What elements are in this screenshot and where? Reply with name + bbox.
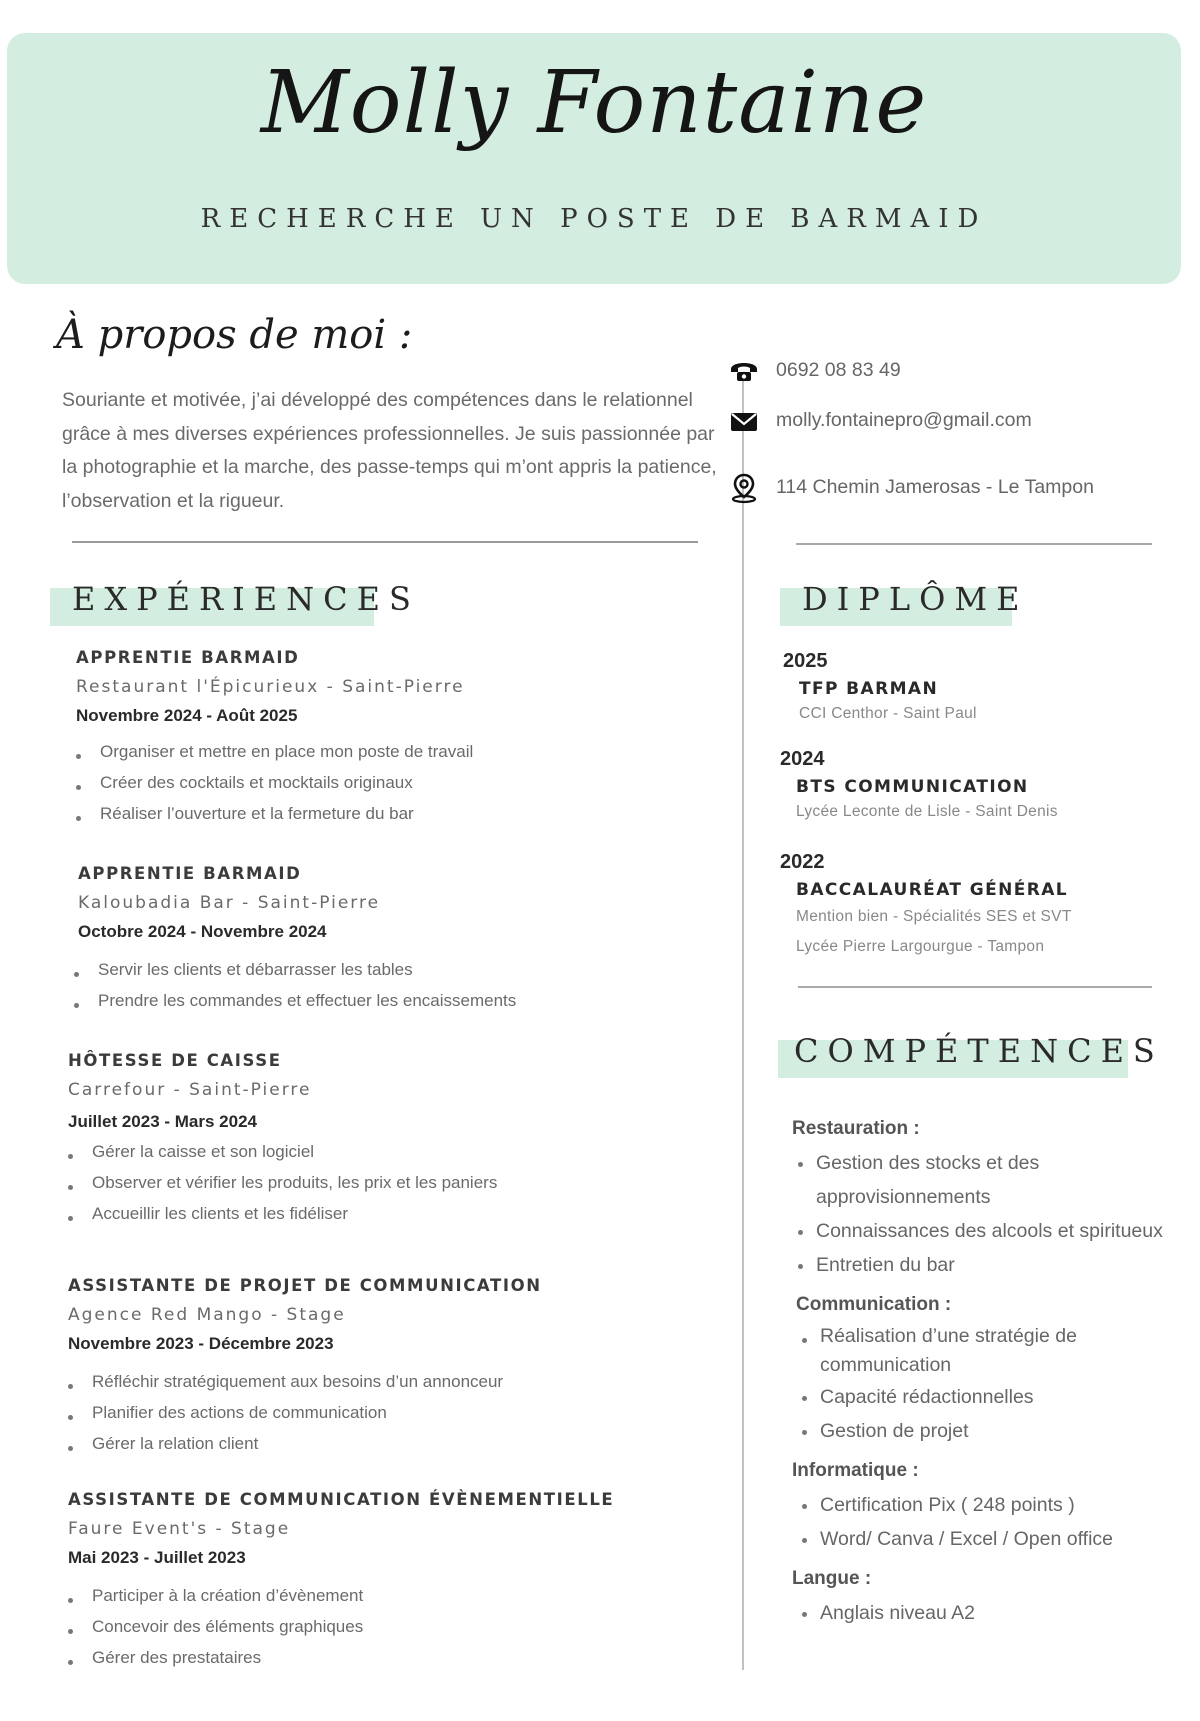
list-item: Connaissances des alcools et spiritueux (792, 1214, 1192, 1248)
skill-category: Langue : (792, 1568, 872, 1589)
diploma-item (780, 851, 1072, 956)
list-item: Prendre les commandes et effectuer les encaissements (72, 985, 516, 1016)
experience-item (66, 864, 516, 1016)
skill-items (792, 1596, 1192, 1630)
company: Restaurant l'Épicurieux - Saint-Pierre (76, 677, 465, 697)
diploma-school: Lycée Pierre Largourgue - Tampon (796, 938, 1045, 955)
column-divider (742, 375, 744, 1670)
dates: Mai 2023 - Juillet 2023 (68, 1548, 246, 1567)
diploma-school: CCI Centhor - Saint Paul (799, 705, 977, 722)
list-item: Planifier des actions de communication (66, 1397, 554, 1428)
diploma-year: 2025 (783, 650, 828, 672)
competences-heading (778, 1032, 1164, 1078)
divider (72, 541, 698, 543)
company: Agence Red Mango - Stage (68, 1305, 346, 1325)
list-item: Entretien du bar (792, 1248, 1192, 1282)
diplome-title: DIPLÔME (802, 580, 1029, 618)
dates: Novembre 2023 - Décembre 2023 (68, 1334, 334, 1353)
list-item: Observer et vérifier les produits, les prix et les paniers (66, 1167, 497, 1198)
divider (796, 543, 1152, 545)
diploma-mention: Mention bien - Spécialités SES et SVT (796, 908, 1072, 925)
list-item: Anglais niveau A2 (796, 1596, 1192, 1630)
task-list (60, 1580, 626, 1673)
postal-address: 114 Chemin Jamerosas - Le Tampon (776, 476, 1094, 498)
mail-icon (728, 405, 760, 437)
list-item: Servir les clients et débarrasser les tables (72, 954, 516, 985)
skill-category: Informatique : (792, 1460, 919, 1481)
list-item: Gérer la caisse et son logiciel (66, 1136, 497, 1167)
experiences-heading (50, 580, 420, 626)
diploma-year: 2024 (780, 748, 825, 770)
contact-address (776, 476, 1094, 499)
job-title: ASSISTANTE DE PROJET DE COMMUNICATION (60, 1276, 554, 1295)
list-item: Gestion des stocks et des approvisionnements (792, 1146, 1192, 1214)
skill-items (792, 1322, 1192, 1448)
task-list (60, 1136, 497, 1229)
company: Faure Event's - Stage (68, 1519, 291, 1539)
list-item: Certification Pix ( 248 points ) (796, 1488, 1192, 1522)
experience-item (60, 1051, 497, 1229)
contact-email (776, 409, 1032, 432)
list-item: Créer des cocktails et mocktails originaux (74, 767, 473, 798)
diploma-item (783, 650, 977, 723)
location-icon (728, 472, 760, 504)
contact-phone (776, 359, 901, 382)
competences-title: COMPÉTENCES (794, 1032, 1164, 1070)
list-item: Réaliser l’ouverture et la fermeture du bar (74, 798, 473, 829)
list-item: Gestion de projet (796, 1414, 1192, 1448)
experience-item (64, 648, 473, 829)
list-item: Organiser et mettre en place mon poste de travail (74, 736, 473, 767)
skill-items (792, 1488, 1192, 1556)
divider (798, 986, 1152, 988)
skill-items (792, 1146, 1192, 1282)
diploma-school: Lycée Leconte de Lisle - Saint Denis (796, 803, 1058, 820)
job-title: APPRENTIE BARMAID (64, 648, 311, 667)
diplome-heading (780, 580, 1029, 626)
list-item: Capacité rédactionnelles (796, 1380, 1192, 1414)
company: Carrefour - Saint-Pierre (68, 1080, 312, 1100)
diploma-title: TFP BARMAN (799, 679, 939, 699)
diploma-item (780, 748, 1058, 821)
experience-item (60, 1276, 554, 1459)
about-title: À propos de moi : (56, 312, 413, 358)
phone-number[interactable]: 0692 08 83 49 (776, 359, 901, 381)
diploma-title: BACCALAURÉAT GÉNÉRAL (796, 880, 1069, 900)
dates: Novembre 2024 - Août 2025 (76, 706, 298, 725)
job-objective: RECHERCHE UN POSTE DE BARMAID (200, 204, 988, 234)
dates: Octobre 2024 - Novembre 2024 (78, 922, 327, 941)
dates: Juillet 2023 - Mars 2024 (68, 1112, 258, 1131)
list-item: Gérer la relation client (66, 1428, 554, 1459)
about-text: Souriante et motivée, j’ai développé des compétences dans le relationnel grâce à mes diverses expériences professionnelles. Je suis passionnée par la photographie et la marche, des passe-temps qui m’ont appris la patience, l’observation et la rigueur. (62, 389, 717, 512)
job-title: ASSISTANTE DE COMMUNICATION ÉVÈNEMENTIELLE (60, 1490, 626, 1509)
list-item: Word/ Canva / Excel / Open office (796, 1522, 1192, 1556)
list-item: Gérer des prestataires (66, 1642, 626, 1673)
diploma-title: BTS COMMUNICATION (796, 777, 1029, 797)
email-address[interactable]: molly.fontainepro@gmail.com (776, 409, 1032, 431)
phone-icon (728, 355, 760, 387)
list-item: Réfléchir stratégiquement aux besoins d’un annonceur (66, 1366, 554, 1397)
experiences-title: EXPÉRIENCES (72, 580, 420, 618)
experience-item (60, 1490, 626, 1673)
skills-list (792, 1106, 1192, 1630)
list-item: Participer à la création d’évènement (66, 1580, 626, 1611)
task-list (64, 736, 473, 829)
candidate-name: Molly Fontaine (260, 53, 928, 153)
job-title: HÔTESSE DE CAISSE (60, 1051, 294, 1070)
company: Kaloubadia Bar - Saint-Pierre (78, 893, 381, 913)
list-item: Accueillir les clients et les fidéliser (66, 1198, 497, 1229)
list-item: Réalisation d’une stratégie de communication (796, 1322, 1192, 1380)
skill-category: Restauration : (792, 1118, 920, 1139)
job-title: APPRENTIE BARMAID (66, 864, 313, 883)
task-list (66, 954, 516, 1016)
skill-category: Communication : (796, 1294, 952, 1315)
list-item: Concevoir des éléments graphiques (66, 1611, 626, 1642)
diploma-year: 2022 (780, 851, 825, 873)
task-list (60, 1366, 554, 1459)
